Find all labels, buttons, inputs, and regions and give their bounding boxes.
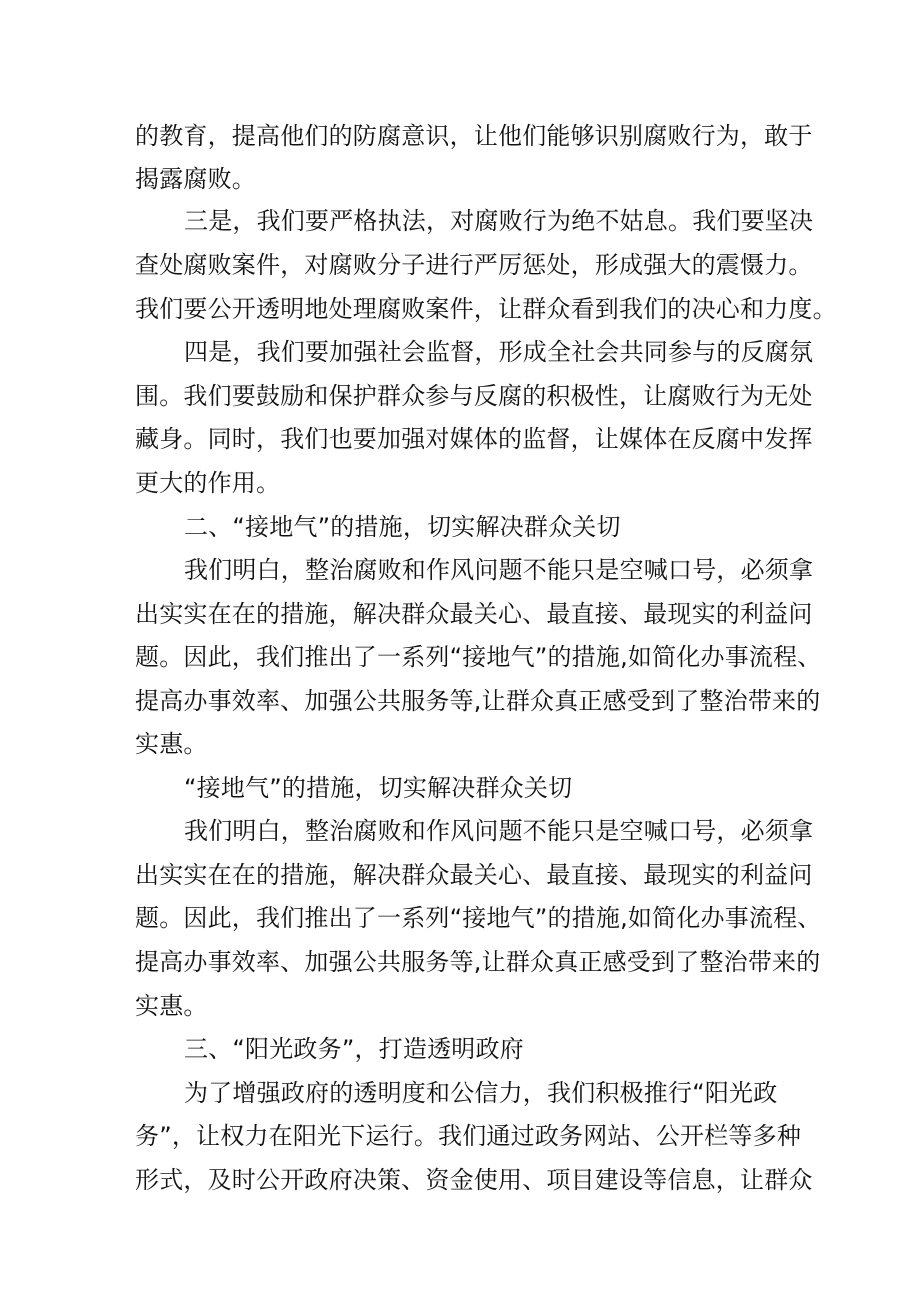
text-line-24: 务”，让权力在阳光下运行。我们通过政务网站、公开栏等多种 bbox=[135, 1122, 802, 1150]
text-line-15: 实惠。 bbox=[135, 730, 208, 758]
text-line-1: 的教育，提高他们的防腐意识，让他们能够识别腐败行为，敢于 bbox=[135, 122, 813, 150]
text-line-13: 题。因此，我们推出了一系列“接地气”的措施,如简化办事流程、 bbox=[135, 643, 822, 671]
paragraph-section-two-start: 我们明白，整治腐败和作风问题不能只是空喊口号，必须拿 bbox=[184, 556, 814, 584]
subheading-repeat: “接地气”的措施，切实解决群众关切 bbox=[184, 774, 573, 802]
paragraph-three-start: 三是，我们要严格执法，对腐败行为绝不姑息。我们要坚决 bbox=[184, 207, 814, 235]
text-line-20: 提高办事效率、加强公共服务等,让群众真正感受到了整治带来的 bbox=[135, 948, 821, 976]
text-line-25: 形式，及时公开政府决策、资金使用、项目建设等信息，让群众 bbox=[135, 1166, 813, 1194]
text-line-5: 我们要公开透明地处理腐败案件，让群众看到我们的决心和力度。 bbox=[135, 295, 837, 323]
paragraph-repeat-start: 我们明白，整治腐败和作风问题不能只是空喊口号，必须拿 bbox=[184, 817, 814, 845]
paragraph-section-three-start: 为了增强政府的透明度和公信力，我们积极推行“阳光政 bbox=[184, 1079, 778, 1107]
text-line-7: 围。我们要鼓励和保护群众参与反腐的积极性，让腐败行为无处 bbox=[135, 382, 813, 410]
text-line-19: 题。因此，我们推出了一系列“接地气”的措施,如简化办事流程、 bbox=[135, 904, 822, 932]
text-line-12: 出实实在在的措施，解决群众最关心、最直接、最现实的利益问 bbox=[135, 600, 813, 628]
section-heading-two: 二、“接地气”的措施，切实解决群众关切 bbox=[184, 513, 621, 541]
text-line-2: 揭露腐败。 bbox=[135, 165, 256, 193]
text-line-9: 更大的作用。 bbox=[135, 469, 281, 497]
text-line-8: 藏身。同时，我们也要加强对媒体的监督，让媒体在反腐中发挥 bbox=[135, 425, 813, 453]
text-line-14: 提高办事效率、加强公共服务等,让群众真正感受到了整治带来的 bbox=[135, 687, 821, 715]
paragraph-four-start: 四是，我们要加强社会监督，形成全社会共同参与的反腐氛 bbox=[184, 338, 814, 366]
text-line-21: 实惠。 bbox=[135, 992, 208, 1020]
text-line-4: 查处腐败案件，对腐败分子进行严厉惩处，形成强大的震慑力。 bbox=[135, 251, 813, 279]
section-heading-three: 三、“阳光政务”，打造透明政府 bbox=[184, 1035, 524, 1063]
text-line-18: 出实实在在的措施，解决群众最关心、最直接、最现实的利益问 bbox=[135, 861, 813, 889]
